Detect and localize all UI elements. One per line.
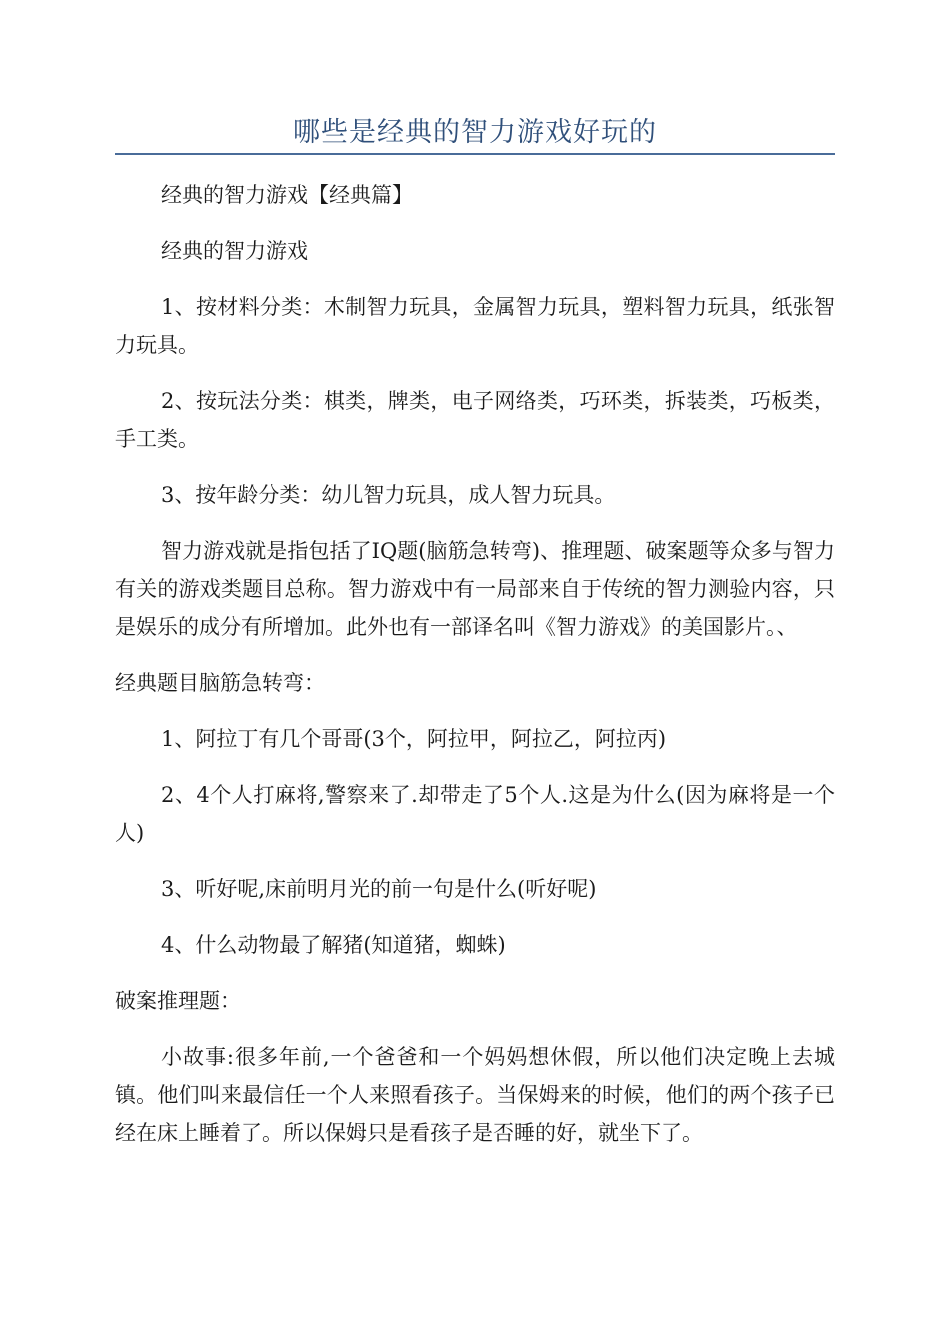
document-title: 哪些是经典的智力游戏好玩的 (293, 117, 657, 148)
title-underline (115, 153, 835, 155)
paragraph: 1、按材料分类：木制智力玩具，金属智力玩具，塑料智力玩具，纸张智力玩具。 (115, 295, 835, 357)
paragraph: 小故事:很多年前,一个爸爸和一个妈妈想休假，所以他们决定晚上去城镇。他们叫来最信任一个人来照看孩子。当保姆来的时候，他们的两个孩子已经在床上睡着了。所以保姆只是看孩子是否睡的好，就坐下了。 (115, 1045, 835, 1145)
section-heading: 破案推理题： (115, 989, 241, 1013)
paragraph: 智力游戏就是指包括了IQ题(脑筋急转弯)、推理题、破案题等众多与智力有关的游戏类题目总称。智力游戏中有一局部来自于传统的智力测验内容，只是娱乐的成分有所增加。此外也有一部译名叫《智力游戏》的美国影片。、 (115, 539, 835, 639)
paragraph: 2、按玩法分类：棋类，牌类，电子网络类，巧环类，拆装类，巧板类，手工类。 (115, 389, 835, 451)
paragraph: 经典的智力游戏【经典篇】 (161, 183, 413, 207)
document-body (115, 176, 835, 1170)
paragraph: 3、听好呢,床前明月光的前一句是什么(听好呢) (161, 877, 597, 901)
paragraph: 经典的智力游戏 (161, 239, 308, 263)
paragraph: 3、按年龄分类：幼儿智力玩具，成人智力玩具。 (161, 483, 616, 507)
section-heading: 经典题目脑筋急转弯： (115, 671, 325, 695)
paragraph: 4、什么动物最了解猪(知道猪，蜘蛛) (161, 933, 506, 957)
paragraph: 2、4个人打麻将,警察来了.却带走了5个人.这是为什么(因为麻将是一个人) (115, 783, 835, 845)
paragraph: 1、阿拉丁有几个哥哥(3个，阿拉甲，阿拉乙，阿拉丙) (161, 727, 667, 751)
